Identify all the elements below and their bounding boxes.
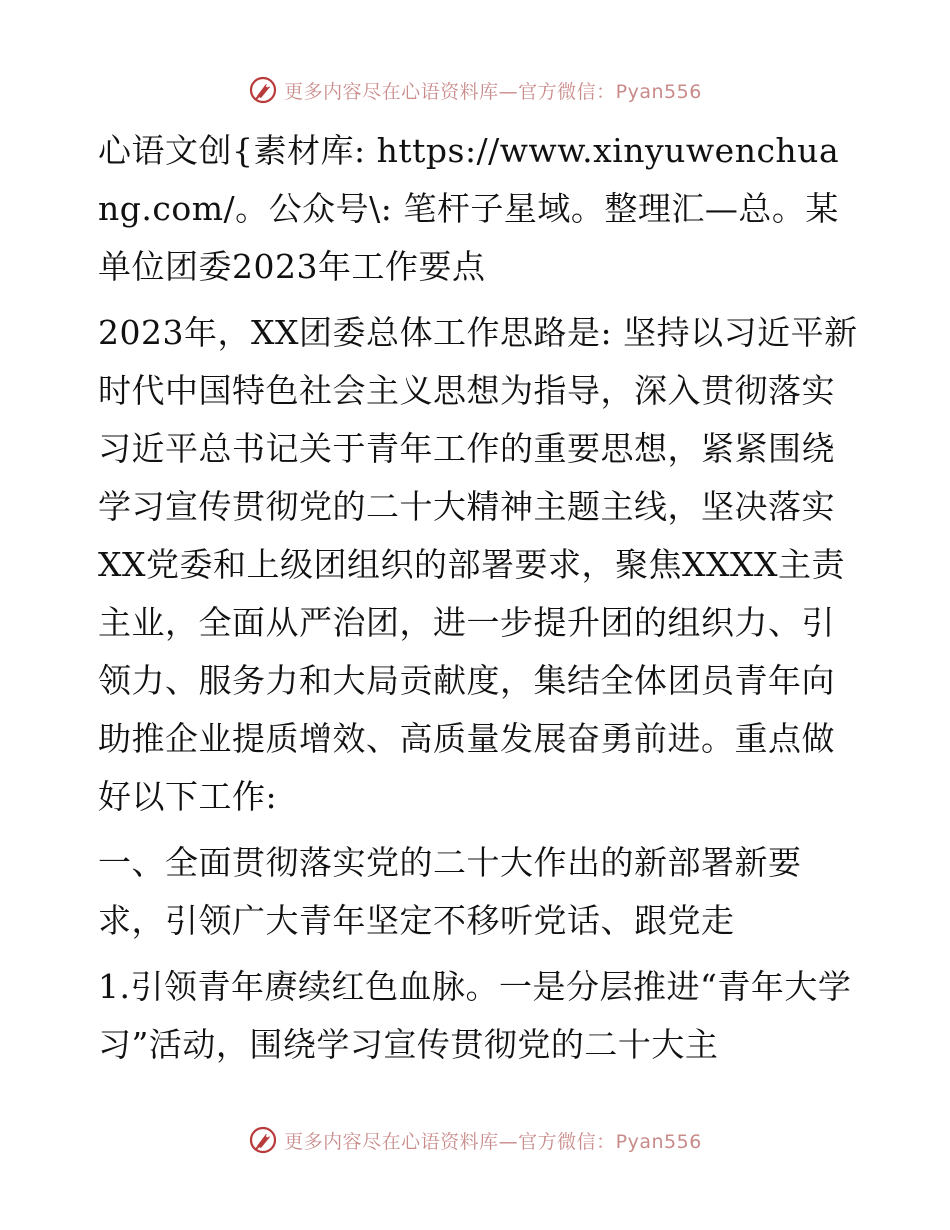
document-paragraph-section-heading: 一、全面贯彻落实党的二十大作出的新部署新要求，引领广大青年坚定不移听党话、跟党走	[98, 843, 802, 940]
document-body	[98, 122, 858, 1082]
pen-nib-logo-icon	[248, 75, 278, 105]
header-banner	[0, 70, 950, 110]
document-paragraph-intro: 2023年，XX团委总体工作思路是: 坚持以习近平新时代中国特色社会主义思想为指导，深入贯彻落实习近平总书记关于青年工作的重要思想，紧紧围绕学习宣传贯彻党的二十大精神主题主线，坚决落实XX党委和上级团组织的部署要求，聚焦XXXX主责主业，全面从严治团，进一步提升团的组织力、引领力、服务力和大局贡献度，集结全体团员青年向助推企业提质增效、高质量发展奋勇前进。重点做好以下工作:	[98, 313, 858, 816]
document-paragraph-item: 1.引领青年赓续红色血脉。一是分层推进“青年大学习”活动，围绕学习宣传贯彻党的二十大主	[98, 967, 852, 1064]
header-banner-text: 更多内容尽在心语资料库—官方微信：Pyan556	[284, 80, 702, 103]
footer-banner	[0, 1120, 950, 1160]
pen-nib-logo-icon	[248, 1125, 278, 1155]
document-paragraph-title: 心语文创{素材库: https://www.xinyuwenchuang.com/。公众号\: 笔杆子星域。整理汇—总。某单位团委2023年工作要点	[98, 131, 840, 286]
footer-banner-text: 更多内容尽在心语资料库—官方微信：Pyan556	[284, 1130, 702, 1153]
